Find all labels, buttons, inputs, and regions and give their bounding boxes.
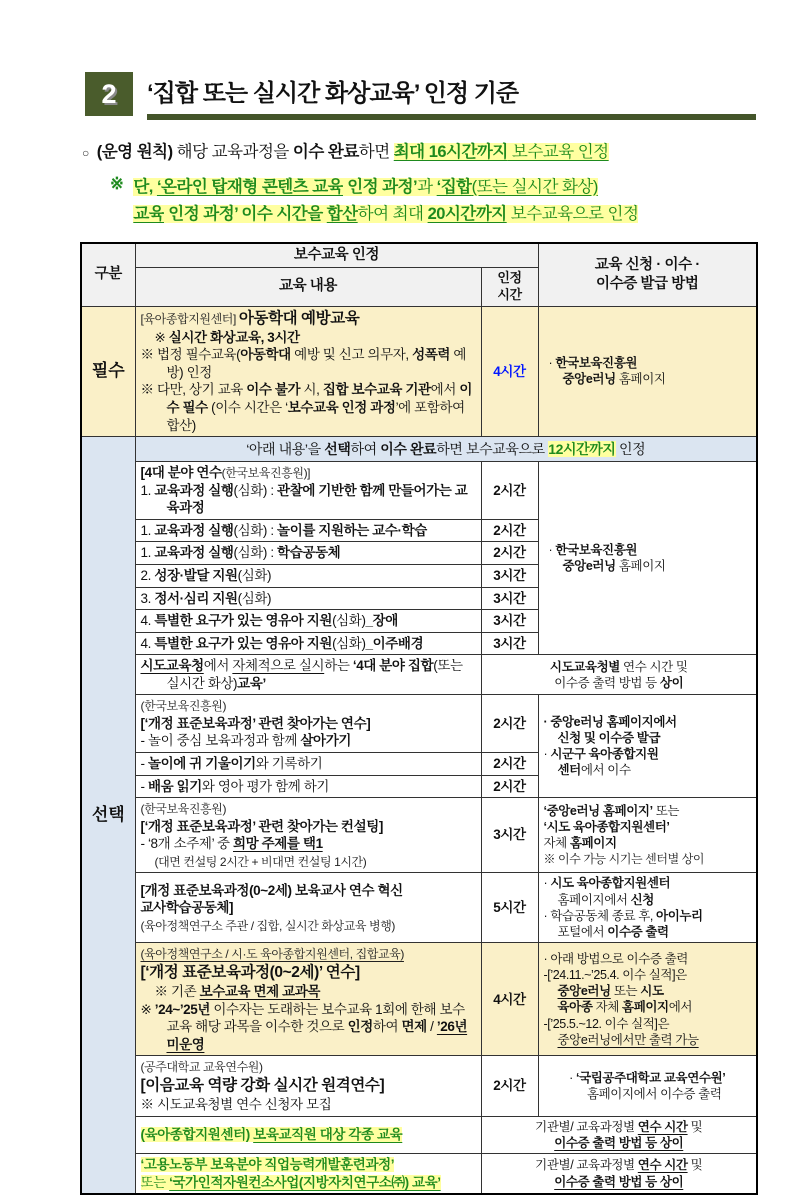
note-text: 단, ‘온라인 탑재형 콘텐츠 교육 인정 과정’과 ‘집합(또는 실시간 화상) 교육 인정 과정’ 이수 시간을 합산하여 최대 20시간까지 보수교육으로 인정: [133, 177, 639, 223]
course-hours: 2시간: [481, 542, 538, 565]
course-content: 시도교육청에서 자체적으로 실시하는 ‘4대 분야 집합(또는 실시간 화상)교육’: [135, 655, 481, 695]
col-header-hours: 인정 시간: [481, 267, 538, 306]
course-content: - 배움 읽기와 영아 평가 함께 하기: [135, 775, 481, 798]
col-header-category: 구분: [81, 243, 135, 306]
course-content: (육아정책연구소 / 시·도 육아종합지원센터, 집합교육) [‘개정 표준보육과정(0~2세)’ 연수] ※ 기존 보수교육 면제 교과목 ※ ’24~’25년 이수자는 도래하는 보수교육 1회에 한해 보수교육 해당 과목을 이수한 것으로 인정하여 면제 / ’26년 미운영: [135, 943, 481, 1056]
course-content: 4. 특별한 요구가 있는 영유아 지원(심화)_장애: [135, 610, 481, 633]
course-content: (한국보육진흥원) [‘개정 표준보육과정’ 관련 찾아가는 컨설팅] - ‘8개 소주제’ 중 희망 주제를 택1 (대면 컨설팅 2시간 + 비대면 컨설팅 1시간): [135, 798, 481, 873]
section-title-underline: [147, 73, 756, 120]
course-method: · 한국보육진흥원 중앙e러닝 홈페이지: [538, 462, 757, 655]
course-method: · 중앙e러닝 홈페이지에서 신청 및 이수증 발급 · 시군구 육아종합지원 센터에서 이수: [538, 695, 757, 798]
note-line: [110, 174, 756, 228]
circle-bullet-icon: ○: [82, 146, 89, 160]
section-heading: [85, 72, 756, 120]
course-content: (육아종합지원센터) 보육교직원 대상 각종 교육: [135, 1116, 481, 1154]
section-number-badge: 2: [85, 72, 133, 116]
table-row: [81, 695, 757, 753]
course-hours: 3시간: [481, 610, 538, 633]
required-method: · 한국보육진흥원 중앙e러닝 홈페이지: [538, 306, 757, 436]
table-row: [81, 873, 757, 943]
course-method: ‘중앙e러닝 홈페이지’ 또는 ‘시도 육아종합지원센터’ 자체 홈페이지 ※ 이수 가능 시기는 센터별 상이: [538, 798, 757, 873]
optional-banner-row: [81, 437, 757, 462]
col-header-recognition: 보수교육 인정: [135, 243, 538, 267]
required-row: [81, 306, 757, 436]
course-content: - 놀이에 귀 기울이기와 기록하기: [135, 752, 481, 775]
course-method: · ‘국립공주대학교 교육연수원’ 홈페이지에서 이수증 출력: [538, 1056, 757, 1116]
course-method-merged: 기관별/ 교육과정별 연수 시간 및 이수증 출력 방법 등 상이: [481, 1116, 757, 1154]
course-content: (한국보육진흥원) [‘개정 표준보육과정’ 관련 찾아가는 연수] - 놀이 중심 보육과정과 함께 살아가기: [135, 695, 481, 753]
table-row: [81, 462, 757, 520]
course-content: ‘고용노동부 보육분야 직업능력개발훈련과정’ 또는 ‘국가인적자원컨소사업(지방자치연구소㈜) 교육’: [135, 1154, 481, 1195]
course-method-merged: 기관별/ 교육과정별 연수 시간 및 이수증 출력 방법 등 상이: [481, 1154, 757, 1195]
table-row: [81, 943, 757, 1056]
course-hours: 5시간: [481, 873, 538, 943]
course-content: 4. 특별한 요구가 있는 영유아 지원(심화)_이주배경: [135, 632, 481, 655]
course-hours: 3시간: [481, 565, 538, 588]
course-hours: 3시간: [481, 632, 538, 655]
intro-block: [82, 140, 756, 228]
course-hours: 3시간: [481, 798, 538, 873]
table-row: [81, 798, 757, 873]
course-content: 1. 교육과정 실행(심화) : 학습공동체: [135, 542, 481, 565]
course-content: 3. 정서·심리 지원(심화): [135, 587, 481, 610]
course-hours: 2시간: [481, 1056, 538, 1116]
course-content: [개정 표준보육과정(0~2세) 보육교사 연수 혁신 교사학습공동체] (육아정책연구소 주관 / 집합, 실시간 화상교육 병행): [135, 873, 481, 943]
table-row: [81, 1056, 757, 1116]
course-hours: 2시간: [481, 752, 538, 775]
table-row: [81, 655, 757, 695]
required-hours: 4시간: [481, 306, 538, 436]
course-method: · 아래 방법으로 이수증 출력 -[’24.11.~’25.4. 이수 실적]은 중앙e러닝 또는 시도 육아종 자체 홈페이지에서 -[’25.5.~12. 이수 실적]은 중앙e러닝에서만 출력 가능: [538, 943, 757, 1056]
principle-line: [82, 140, 756, 166]
table-row: [81, 1116, 757, 1154]
course-hours: 2시간: [481, 775, 538, 798]
recognition-table: [80, 242, 758, 1195]
principle-text: (운영 원칙) 해당 교육과정을 이수 완료하면 최대 16시간까지 보수교육 인정: [96, 143, 609, 161]
table-header-row-1: [81, 243, 757, 267]
course-hours: 2시간: [481, 695, 538, 753]
course-content: (공주대학교 교육연수원) [이음교육 역량 강화 실시간 원격연수] ※ 시도교육청별 연수 신청자 모집: [135, 1056, 481, 1116]
section-title: ‘집합 또는 실시간 화상교육’ 인정 기준: [147, 80, 519, 107]
course-content: [4대 분야 연수(한국보육진흥원)] 1. 교육과정 실행(심화) : 관찰에 기반한 함께 만들어가는 교육과정: [135, 462, 481, 520]
optional-label: 선택: [81, 437, 135, 1195]
course-content: 2. 성장·발달 지원(심화): [135, 565, 481, 588]
course-hours: 4시간: [481, 943, 538, 1056]
table-row: [81, 1154, 757, 1195]
course-method-merged: 시도교육청별 연수 시간 및 이수증 출력 방법 등 상이: [481, 655, 757, 695]
col-header-content: 교육 내용: [135, 267, 481, 306]
optional-banner-text: ‘아래 내용’을 선택하여 이수 완료하면 보수교육으로 12시간까지 인정: [135, 437, 757, 462]
required-label: 필수: [81, 306, 135, 436]
col-header-method: 교육 신청 · 이수 · 이수증 발급 방법: [538, 243, 757, 306]
course-hours: 3시간: [481, 587, 538, 610]
course-hours: 2시간: [481, 519, 538, 542]
course-hours: 2시간: [481, 462, 538, 520]
reference-mark-icon: ※: [110, 174, 124, 193]
required-content: [육아종합지원센터] 아동학대 예방교육 ※ 실시간 화상교육, 3시간 ※ 법정 필수교육(아동학대 예방 및 신고 의무자, 성폭력 예방) 인정 ※ 다만, 상기 교육 이수 불가 시, 집합 보수교육 기관에서 이수 필수 (이수 시간은 ‘보수교육 인정 과정’에 포함하여 합산): [135, 306, 481, 436]
course-method: · 시도 육아종합지원센터 홈페이지에서 신청 · 학습공동체 종료 후, 아이누리 포털에서 이수증 출력: [538, 873, 757, 943]
course-content: 1. 교육과정 실행(심화) : 놀이를 지원하는 교수·학습: [135, 519, 481, 542]
